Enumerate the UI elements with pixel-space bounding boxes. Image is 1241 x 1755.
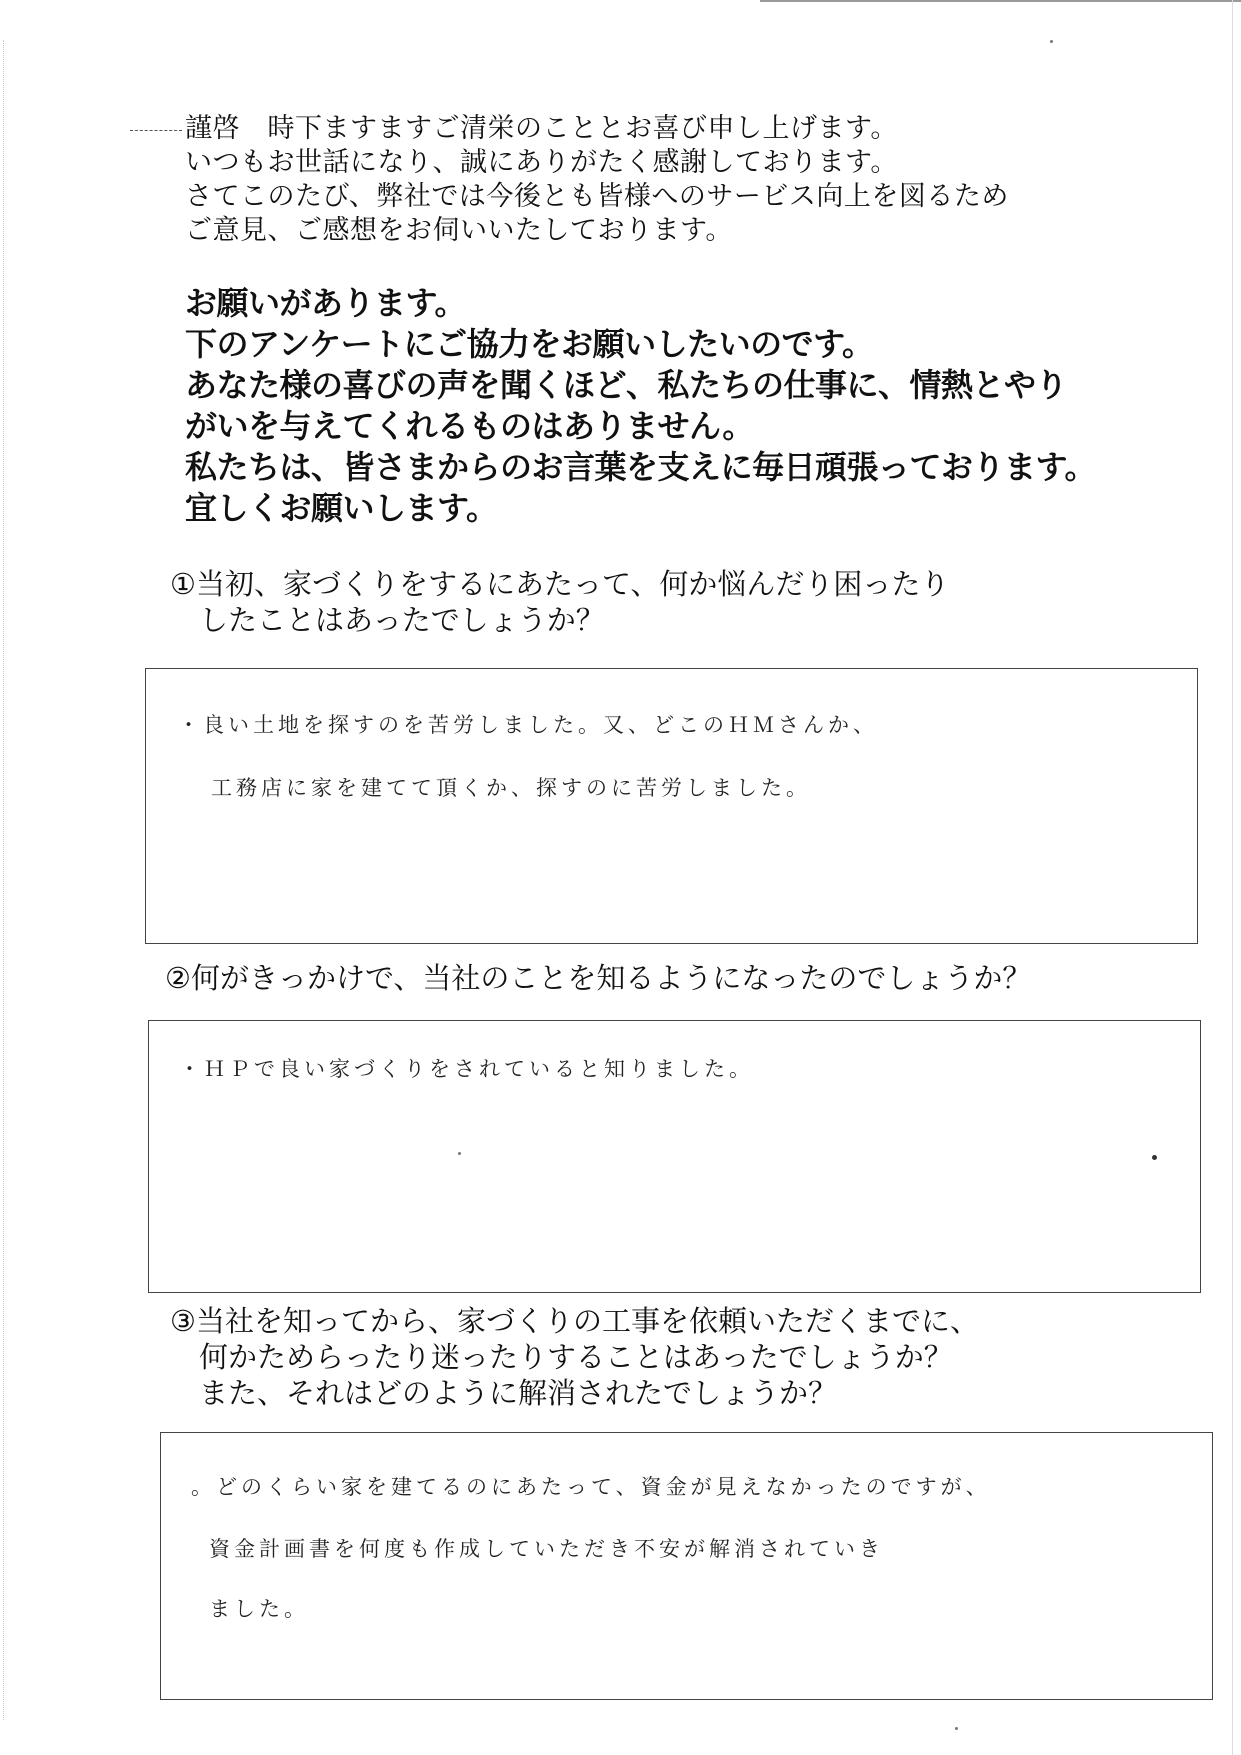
question-3-line: 何かためらったり迷ったりすることはあったでしょうか？ xyxy=(170,1340,953,1374)
answer-box-2[interactable] xyxy=(148,1020,1201,1293)
answer-box-1[interactable] xyxy=(145,668,1198,944)
question-2 xyxy=(165,960,1031,996)
answer-box-3[interactable] xyxy=(160,1432,1213,1700)
greeting-paragraph xyxy=(185,112,1135,248)
request-line: お願いがあります。 xyxy=(185,284,466,322)
answer-1-line: 工務店に家を建てて頂くか、探すのに苦労しました。 xyxy=(211,776,811,800)
scan-edge-left xyxy=(3,40,5,1720)
request-line: 私たちは、皆さまからのお言葉を支えに毎日頑張っております。 xyxy=(185,448,1096,486)
request-line: がいを与えてくれるものはありません。 xyxy=(185,407,754,445)
question-1 xyxy=(170,566,949,638)
request-line: あなた様の喜びの声を聞くほど、私たちの仕事に、情熱とやり xyxy=(185,366,1068,404)
scan-edge-right xyxy=(1232,0,1233,1755)
scan-speck xyxy=(1152,1155,1157,1160)
answer-3-line: 。どのくらい家を建てるのにあたって、資金が見えなかったのですが、 xyxy=(191,1475,991,1499)
greeting-line: ご意見、ご感想をお伺いいたしております。 xyxy=(185,215,733,246)
request-line: 下のアンケートにご協力をお願いしたいのです。 xyxy=(185,325,874,363)
question-2-line: ②何がきっかけで、当社のことを知るようになったのでしょうか？ xyxy=(165,961,1032,995)
greeting-line: さてこのたび、弊社では今後とも皆様へのサービス向上を図るため xyxy=(185,181,1009,212)
scan-speck xyxy=(1050,40,1053,43)
answer-1-line: ・良い土地を探すのを苦労しました。又、どこのＨＭさんか、 xyxy=(178,713,878,737)
greeting-line: いつもお世話になり、誠にありがたく感謝しております。 xyxy=(185,147,898,178)
answer-3-line: 資金計画書を何度も作成していただき不安が解消されていき xyxy=(209,1537,884,1561)
question-3 xyxy=(170,1303,979,1411)
answer-2-line: ・ＨＰで良い家づくりをされていると知りました。 xyxy=(179,1057,754,1081)
scan-edge-top xyxy=(760,0,1241,2)
question-3-line: ③当社を知ってから、家づくりの工事を依頼いただくまでに、 xyxy=(170,1304,979,1338)
leading-dash-mark xyxy=(130,130,182,131)
request-line: 宜しくお願いします。 xyxy=(185,489,498,527)
scan-speck xyxy=(458,1152,461,1155)
answer-3-line: ました。 xyxy=(209,1597,309,1621)
request-paragraph xyxy=(185,283,1145,529)
question-3-line: また、それはどのように解消されたでしょうか？ xyxy=(170,1376,838,1410)
question-1-line: したことはあったでしょうか？ xyxy=(170,603,605,637)
question-1-line: ①当初、家づくりをするにあたって、何か悩んだり困ったり xyxy=(170,567,950,601)
scan-speck xyxy=(955,1727,958,1730)
greeting-line: 謹啓 時下ますますご清栄のこととお喜び申し上げます。 xyxy=(185,113,898,144)
